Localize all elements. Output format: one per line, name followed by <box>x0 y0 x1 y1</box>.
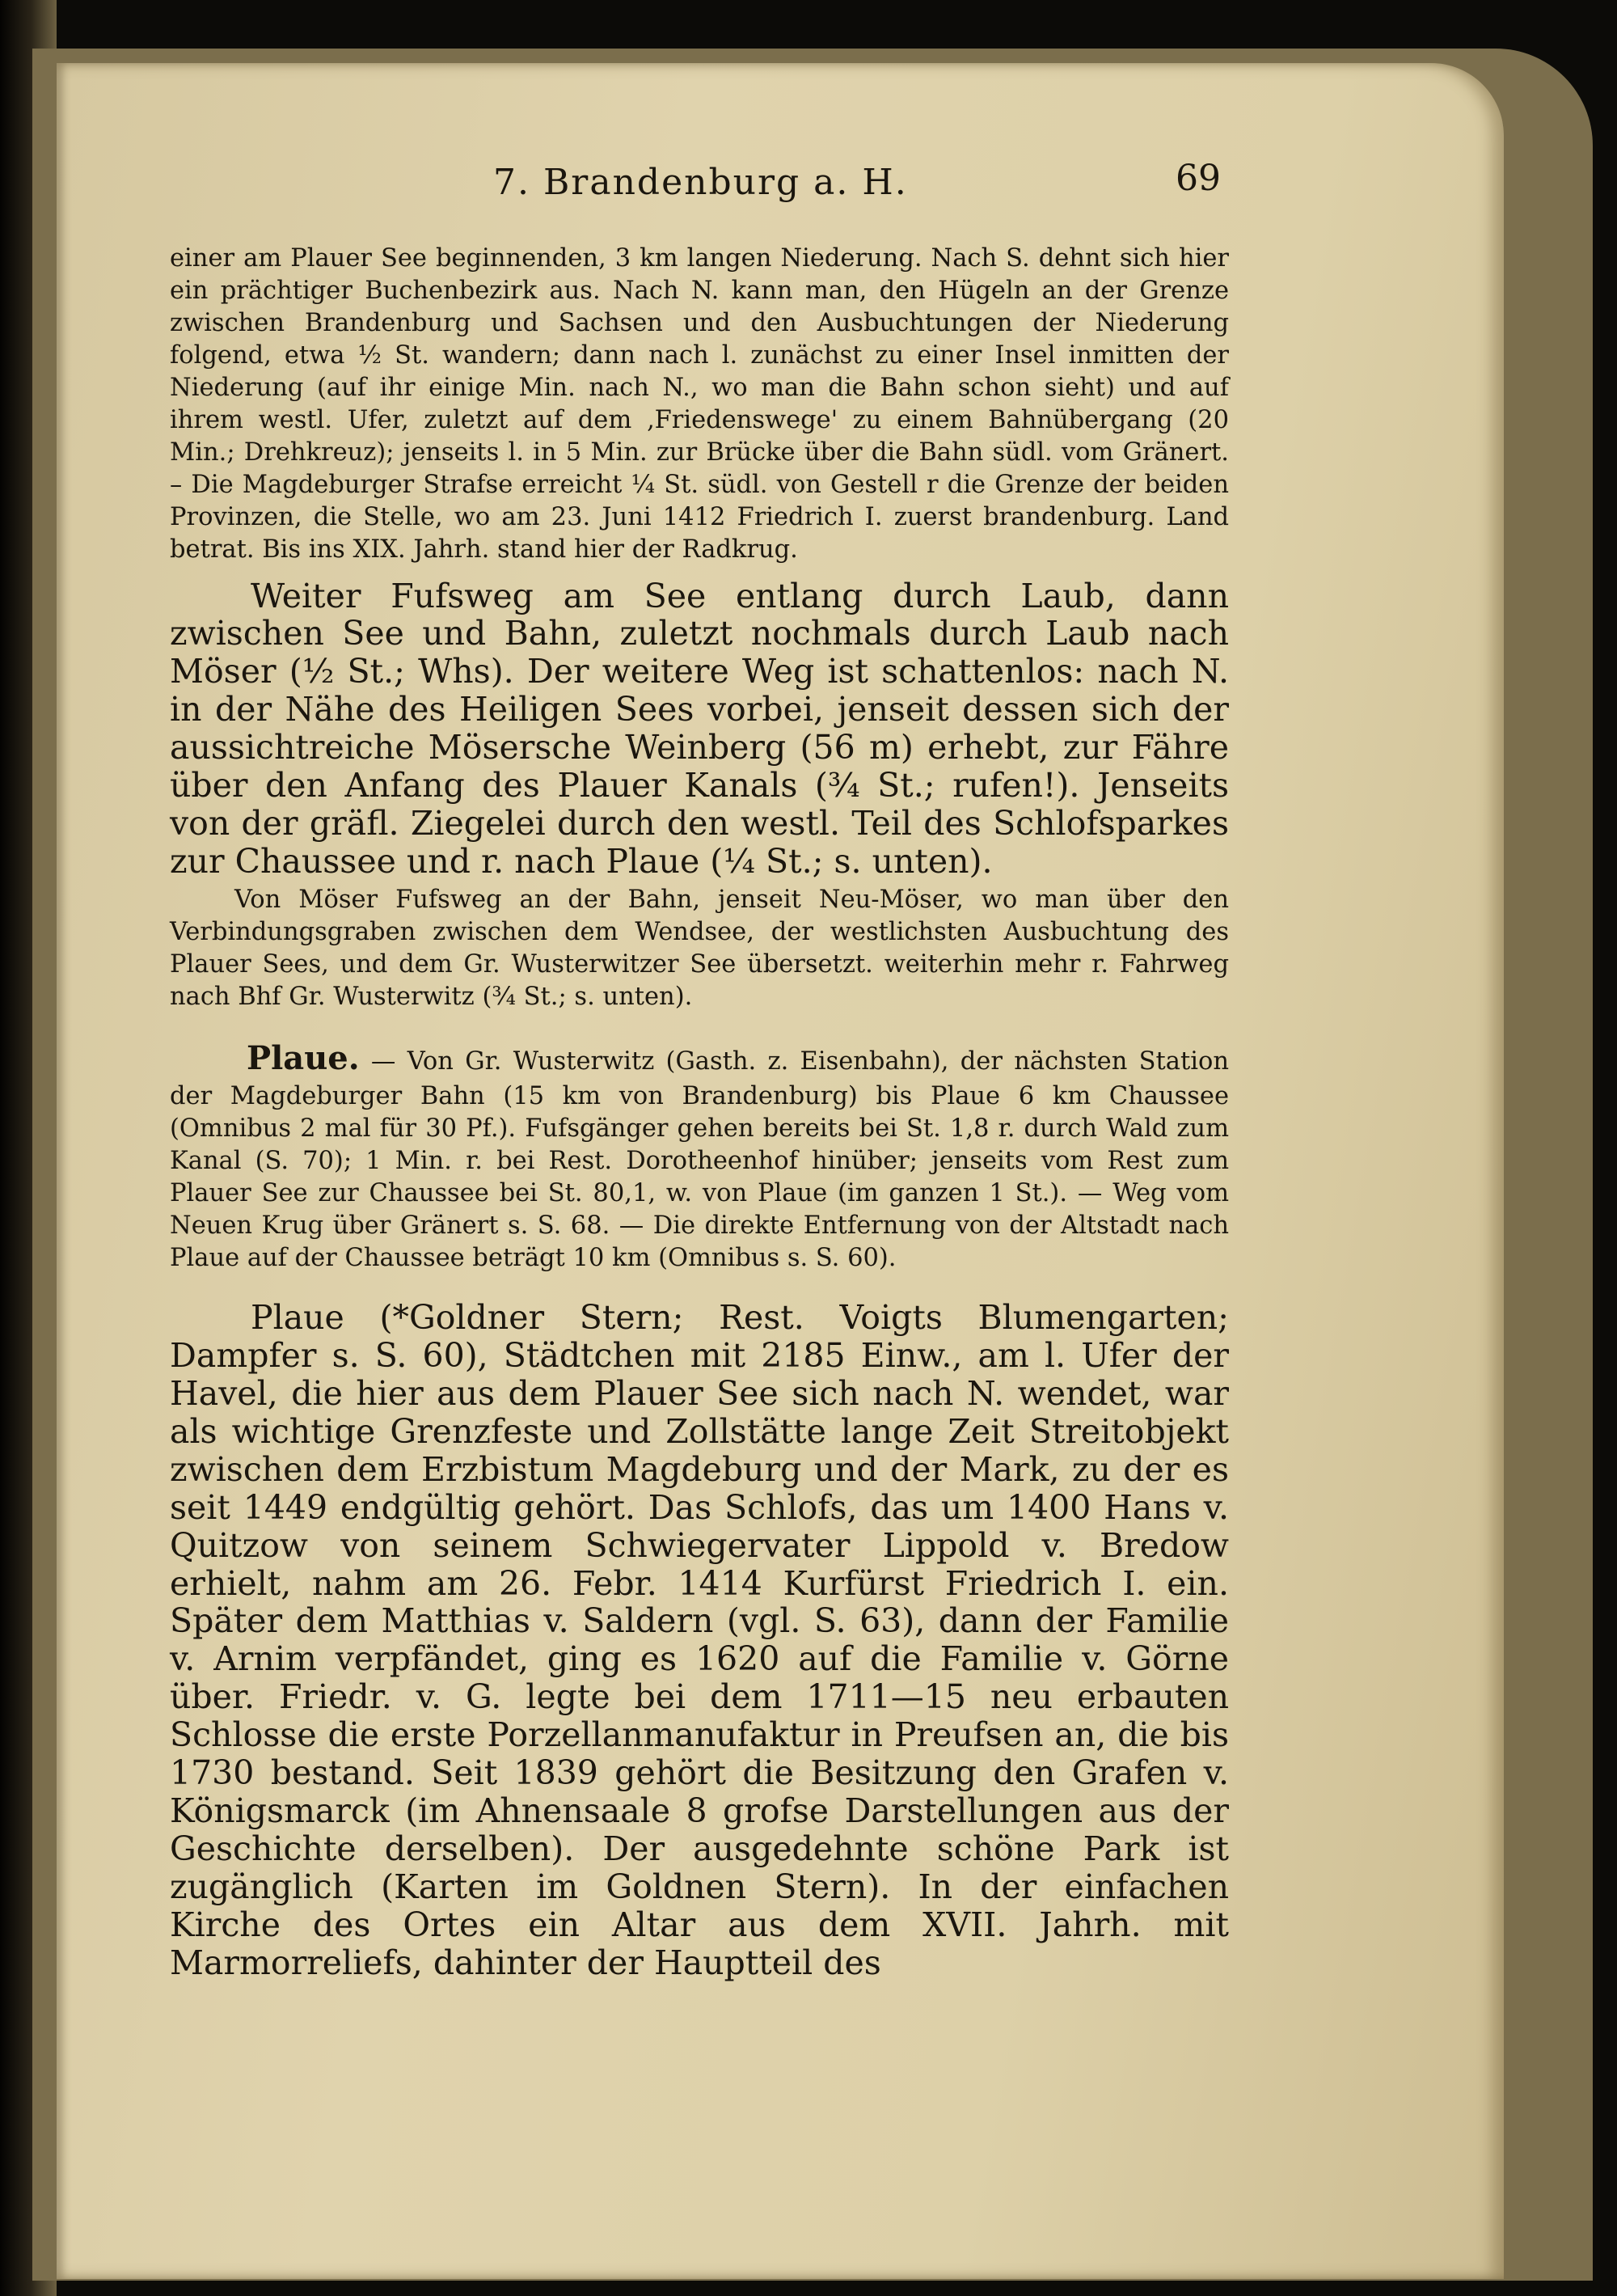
paragraph-small-1 <box>170 243 1229 566</box>
paragraph-plaue-description: Plaue (*Goldner Stern; Rest. Voigts Blumengarten; Dampfer s. S. 60), Städtchen mit 2185 Einw., am l. Ufer der Havel, die hier aus dem Plauer See sich nach N. wendet, war als wichtige Grenzfeste und Zollstätte lange Zeit Streitobjekt zwischen dem Erzbistum Magdeburg und der Mark, zu der es seit 1449 endgültig gehört. Das Schlofs, das um 1400 Hans v. Quitzow von seinem Schwiegervater Lippold v. Bredow erhielt, nahm am 26. Febr. 1414 Kurfürst Friedrich I. ein. Später dem Matthias v. Saldern (vgl. S. 63), dann der Familie v. Arnim verpfändet, ging es 1620 auf die Familie v. Görne über. Friedr. v. G. legte bei dem 1711—15 neu erbauten Schlosse die erste Porzellanmanufaktur in Preufsen an, die bis 1730 bestand. Seit 1839 gehört die Besitzung den Grafen v. Königsmarck (im Ahnensaale 8 grofse Darstellungen aus der Geschichte derselben). Der ausgedehnte schöne Park ist zugänglich (Karten im Goldnen Stern). In der einfachen Kirche des Ortes ein Altar aus dem XVII. Jahrh. mit Marmorreliefs, dahinter der Hauptteil des <box>170 1297 1229 1982</box>
page-content <box>170 154 1229 2015</box>
chapter-title: 7. Brandenburg a. H. <box>493 162 908 203</box>
paragraph-text: Weiter Fufsweg am See entlang durch Laub, dann zwischen See und Bahn, zuletzt nochmals durch Laub nach Möser (½ St.; Whs). Der weitere Weg ist schattenlos: nach N. in der Nähe des Heiligen Sees vorbei, jenseit dessen sich der aussichtreiche Mösersche Weinberg (56 m) erhebt, zur Fähre über den Anfang des Plauer Kanals (¾ St.; rufen!). Jenseits von der gräfl. Ziegelei durch den westl. Teil des Schlofsparkes zur Chaussee und r. nach Plaue (¼ St.; s. unten). <box>170 576 1229 882</box>
paragraph-text: — Von Gr. Wusterwitz (Gasth. z. Eisenbahn), der nächsten Station der Magdeburger Bahn (15 km von Brandenburg) bis Plaue 6 km Chaussee (Omnibus 2 mal für 30 Pf.). Fufsgänger gehen bereits bei St. 1,8 r. durch Wald zum Kanal (S. 70); 1 Min. r. bei Rest. Dorotheenhof hinüber; jenseits vom Rest zum Plauer See zur Chaussee bei St. 80,1, w. von Plaue (im ganzen 1 St.). — Weg vom Neuen Krug über Gränert s. S. 68. — Die direkte Entfernung von der Altstadt nach Plaue auf der Chaussee beträgt 10 km (Omnibus s. S. 60). <box>170 1047 1229 1272</box>
running-header <box>170 154 1229 210</box>
page-number: 69 <box>1176 158 1221 199</box>
paragraph-small-2: Von Möser Fufsweg an der Bahn, jenseit Neu-Möser, wo man über den Verbindungsgraben zwischen dem Wendsee, der westlichsten Ausbuchtung des Plauer Sees, und dem Gr. Wusterwitzer See übersetzt. weiterhin mehr r. Fahrweg nach Bhf Gr. Wusterwitz (¾ St.; s. unten). <box>170 886 1229 1011</box>
paragraph-large-1 <box>170 577 1229 882</box>
section-keyword: Plaue. <box>247 1039 360 1078</box>
paragraph-text: einer am Plauer See beginnenden, 3 km langen Niederung. Nach S. dehnt sich hier ein prächtiger Buchenbezirk aus. Nach N. kann man, den Hügeln an der Grenze zwischen Brandenburg und Sachsen und den Ausbuchtungen der Niederung folgend, etwa ½ St. wandern; dann nach l. zunächst zu einer Insel inmitten der Niederung (auf ihr einige Min. nach N., wo man die Bahn schon sieht) und auf ihrem westl. Ufer, zuletzt auf dem ‚Friedenswege' zu einem Bahnübergang (20 Min.; Drehkreuz); jenseits l. in 5 Min. zur Brücke über die Bahn südl. vom Gränert. – Die Magdeburger Strafse erreicht ¼ St. südl. von Gestell r die Grenze der beiden Provinzen, die Stelle, wo am 23. Juni 1412 Friedrich I. zuerst brandenburg. Land betrat. Bis ins XIX. Jahrh. stand hier der Radkrug. <box>170 244 1229 564</box>
paragraph-plaue-route <box>170 1038 1229 1274</box>
